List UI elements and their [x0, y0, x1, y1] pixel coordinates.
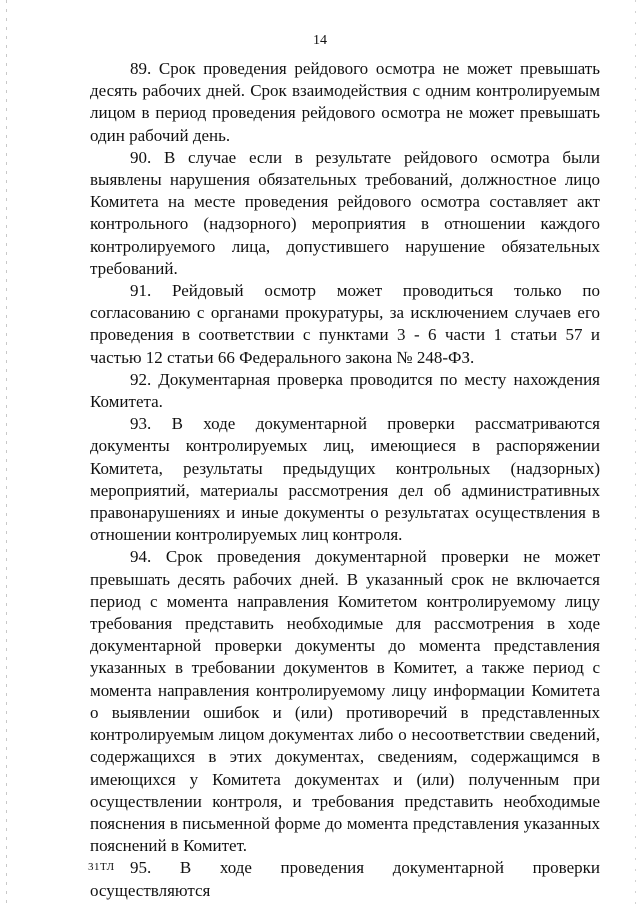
scan-edge-left: [6, 0, 7, 905]
paragraph-90: 90. В случае если в результате рейдового осмотра были выявлены нарушения обязательных требований, должностное лицо Комитета на месте проведения рейдового осмотра составляет акт контрольного (надзорного) мероприятия в отношении каждого контролируемого лица, допустившего нарушение обязательных требований.: [90, 147, 600, 278]
footer-code: 31ТЛ: [88, 861, 115, 873]
document-body: [90, 58, 600, 902]
scan-edge-right: [635, 0, 636, 905]
paragraph-89: 89. Срок проведения рейдового осмотра не может превышать десять рабочих дней. Срок взаимодействия с одним контролируемым лицом в период проведения рейдового осмотра не может превышать один рабочий день.: [90, 59, 600, 145]
paragraph-91: 91. Рейдовый осмотр может проводиться только по согласованию с органами прокуратуры, за исключением случаев его проведения в соответствии с пунктами 3 - 6 части 1 статьи 57 и частью 12 статьи 66 Федерального закона № 248-ФЗ.: [90, 281, 600, 367]
paragraph-92: 92. Документарная проверка проводится по месту нахождения Комитета.: [90, 369, 600, 412]
paragraph-93: 93. В ходе документарной проверки рассматриваются документы контролируемых лиц, имеющиеся в распоряжении Комитета, результаты предыдущих контрольных (надзорных) мероприятий, материалы рассмотрения дел об административных правонарушениях и иные документы о результатах осуществления в отношении контролируемых лиц контроля.: [90, 414, 600, 545]
page-number: 14: [313, 33, 327, 48]
paragraph-94: 94. Срок проведения документарной проверки не может превышать десять рабочих дней. В указанный срок не включается период с момента направления Комитетом контролируемому лицу требования представить необходимые для рассмотрения в ходе документарной проверки документы до момента представления указанных в требовании документов в Комитет, а также период с момента направления контролируемому лицу информации Комитета о выявлении ошибок и (или) противоречий в представленных контролируемым лицом документах либо о несоответствии сведений, содержащихся в этих документах, сведениям, содержащимся в имеющихся у Комитета документах и (или) полученным при осуществлении контроля, и требования представить необходимые пояснения в письменной форме до момента представления указанных пояснений в Комитет.: [90, 547, 600, 856]
paragraph-95: 95. В ходе проведения документарной проверки осуществляются: [90, 858, 600, 900]
